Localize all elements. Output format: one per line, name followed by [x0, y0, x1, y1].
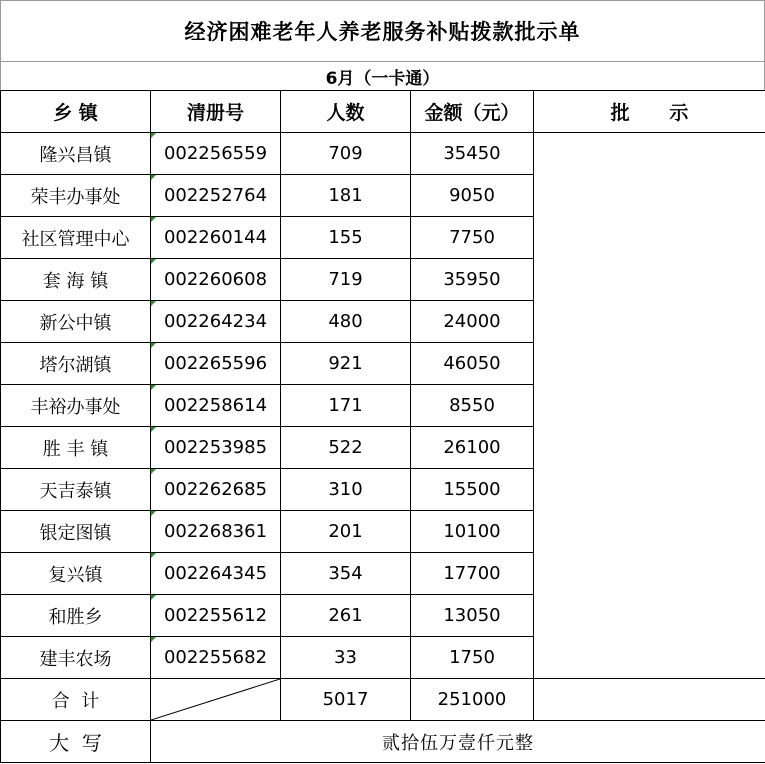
table-row	[1, 133, 765, 175]
row-town: 隆兴昌镇	[1, 133, 151, 175]
daxie-row	[1, 721, 765, 763]
header-people: 人数	[281, 91, 411, 133]
row-people: 522	[281, 427, 411, 469]
row-amount: 26100	[411, 427, 534, 469]
row-town: 天吉泰镇	[1, 469, 151, 511]
row-people: 33	[281, 637, 411, 679]
row-code: 002252764	[151, 175, 281, 217]
row-amount: 9050	[411, 175, 534, 217]
row-people: 354	[281, 553, 411, 595]
total-row	[1, 679, 765, 721]
row-code: 002260144	[151, 217, 281, 259]
sheet-title: 经济困难老年人养老服务补贴拨款批示单	[0, 0, 765, 61]
row-people: 181	[281, 175, 411, 217]
row-code: 002260608	[151, 259, 281, 301]
diagonal-slash	[151, 679, 280, 720]
row-amount: 8550	[411, 385, 534, 427]
row-amount: 15500	[411, 469, 534, 511]
header-town: 乡 镇	[1, 91, 151, 133]
row-people: 261	[281, 595, 411, 637]
row-people: 480	[281, 301, 411, 343]
row-town: 丰裕办事处	[1, 385, 151, 427]
row-people: 719	[281, 259, 411, 301]
row-code: 002256559	[151, 133, 281, 175]
approval-area	[534, 133, 765, 679]
daxie-label: 大 写	[1, 721, 151, 763]
header-approval: 批 示	[534, 91, 765, 133]
row-code: 002255682	[151, 637, 281, 679]
row-town: 复兴镇	[1, 553, 151, 595]
row-people: 171	[281, 385, 411, 427]
row-code: 002264345	[151, 553, 281, 595]
row-amount: 1750	[411, 637, 534, 679]
row-code: 002265596	[151, 343, 281, 385]
row-amount: 35450	[411, 133, 534, 175]
row-amount: 17700	[411, 553, 534, 595]
row-town: 塔尔湖镇	[1, 343, 151, 385]
row-town: 荣丰办事处	[1, 175, 151, 217]
daxie-value: 贰拾伍万壹仟元整	[151, 721, 765, 763]
total-code-blank	[151, 679, 281, 721]
row-amount: 7750	[411, 217, 534, 259]
row-people: 709	[281, 133, 411, 175]
row-people: 921	[281, 343, 411, 385]
total-label: 合 计	[1, 679, 151, 721]
row-people: 155	[281, 217, 411, 259]
row-amount: 35950	[411, 259, 534, 301]
row-code: 002258614	[151, 385, 281, 427]
header-code: 清册号	[151, 91, 281, 133]
row-town: 银定图镇	[1, 511, 151, 553]
row-amount: 24000	[411, 301, 534, 343]
row-people: 201	[281, 511, 411, 553]
allocation-table	[0, 90, 765, 763]
row-people: 310	[281, 469, 411, 511]
row-code: 002253985	[151, 427, 281, 469]
row-town: 胜 丰 镇	[1, 427, 151, 469]
row-code: 002268361	[151, 511, 281, 553]
row-code: 002262685	[151, 469, 281, 511]
total-amount: 251000	[411, 679, 534, 721]
header-amount: 金额（元）	[411, 91, 534, 133]
row-amount: 13050	[411, 595, 534, 637]
row-town: 社区管理中心	[1, 217, 151, 259]
row-code: 002255612	[151, 595, 281, 637]
total-people: 5017	[281, 679, 411, 721]
row-town: 新公中镇	[1, 301, 151, 343]
row-amount: 10100	[411, 511, 534, 553]
row-town: 建丰农场	[1, 637, 151, 679]
row-code: 002264234	[151, 301, 281, 343]
row-town: 和胜乡	[1, 595, 151, 637]
row-amount: 46050	[411, 343, 534, 385]
sheet-subtitle: 6月（一卡通）	[0, 61, 765, 90]
row-town: 套 海 镇	[1, 259, 151, 301]
header-row	[1, 91, 765, 133]
